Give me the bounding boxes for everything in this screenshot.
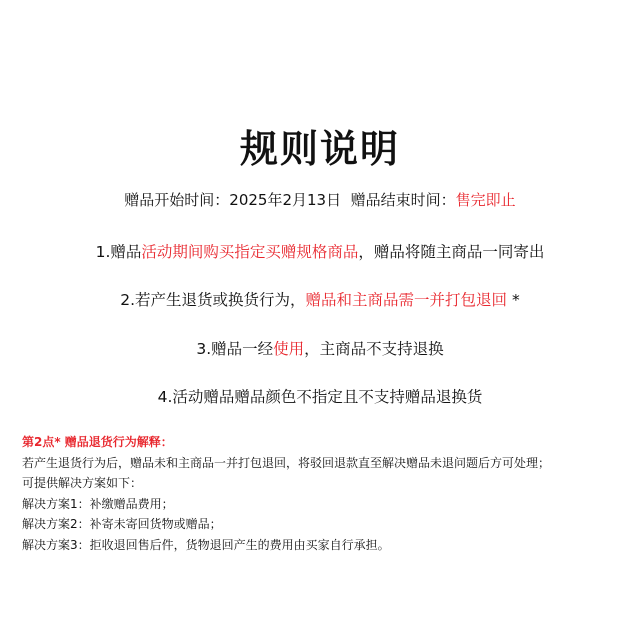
gift-start-time: 赠品开始时间：2025年2月13日 — [124, 191, 342, 209]
rule-3-suffix: ，主商品不支持退换 — [304, 340, 444, 358]
note-line: 解决方案1：补缴赠品费用； — [22, 496, 174, 511]
rule-1-prefix: 1.赠品 — [95, 243, 142, 261]
note-line: 解决方案3：拒收退回售后件，货物退回产生的费用由买家自行承担。 — [22, 537, 390, 552]
rule-2-prefix: 2.若产生退货或换货行为， — [120, 291, 306, 309]
note-line: 可提供解决方案如下： — [22, 476, 143, 490]
page-title: 规则说明 — [239, 127, 400, 171]
rule-item-4 — [0, 385, 640, 407]
rule-1-suffix: ，赠品将随主商品一同寄出 — [358, 243, 545, 261]
rule-2-highlight: 赠品和主商品需一并打包退回 — [305, 291, 508, 309]
rule-4-prefix: 4.活动赠品赠品颜色不指定且不支持赠品退换货 — [157, 388, 483, 406]
rule-3-prefix: 3.赠品一经 — [196, 340, 274, 358]
rule-item-1 — [0, 240, 640, 262]
gift-end-time-value: 售完即止 — [455, 191, 516, 209]
note-line: 若产生退货行为后，赠品未和主商品一并打包退回，将驳回退款直至解决赠品未退问题后方可处理； — [22, 455, 551, 470]
rule-2-suffix: * — [507, 291, 520, 309]
gift-time-line — [0, 189, 640, 210]
return-explanation-note — [22, 432, 622, 555]
rule-item-3 — [0, 337, 640, 359]
rule-item-2 — [0, 288, 640, 310]
note-heading: 第2点* 赠品退货行为解释： — [22, 435, 173, 449]
rule-1-highlight: 活动期间购买指定买赠规格商品 — [141, 243, 359, 261]
rule-3-highlight: 使用 — [273, 340, 305, 358]
note-line: 解决方案2：补寄未寄回货物或赠品； — [22, 517, 222, 531]
gift-end-time-label: 赠品结束时间： — [350, 191, 456, 209]
